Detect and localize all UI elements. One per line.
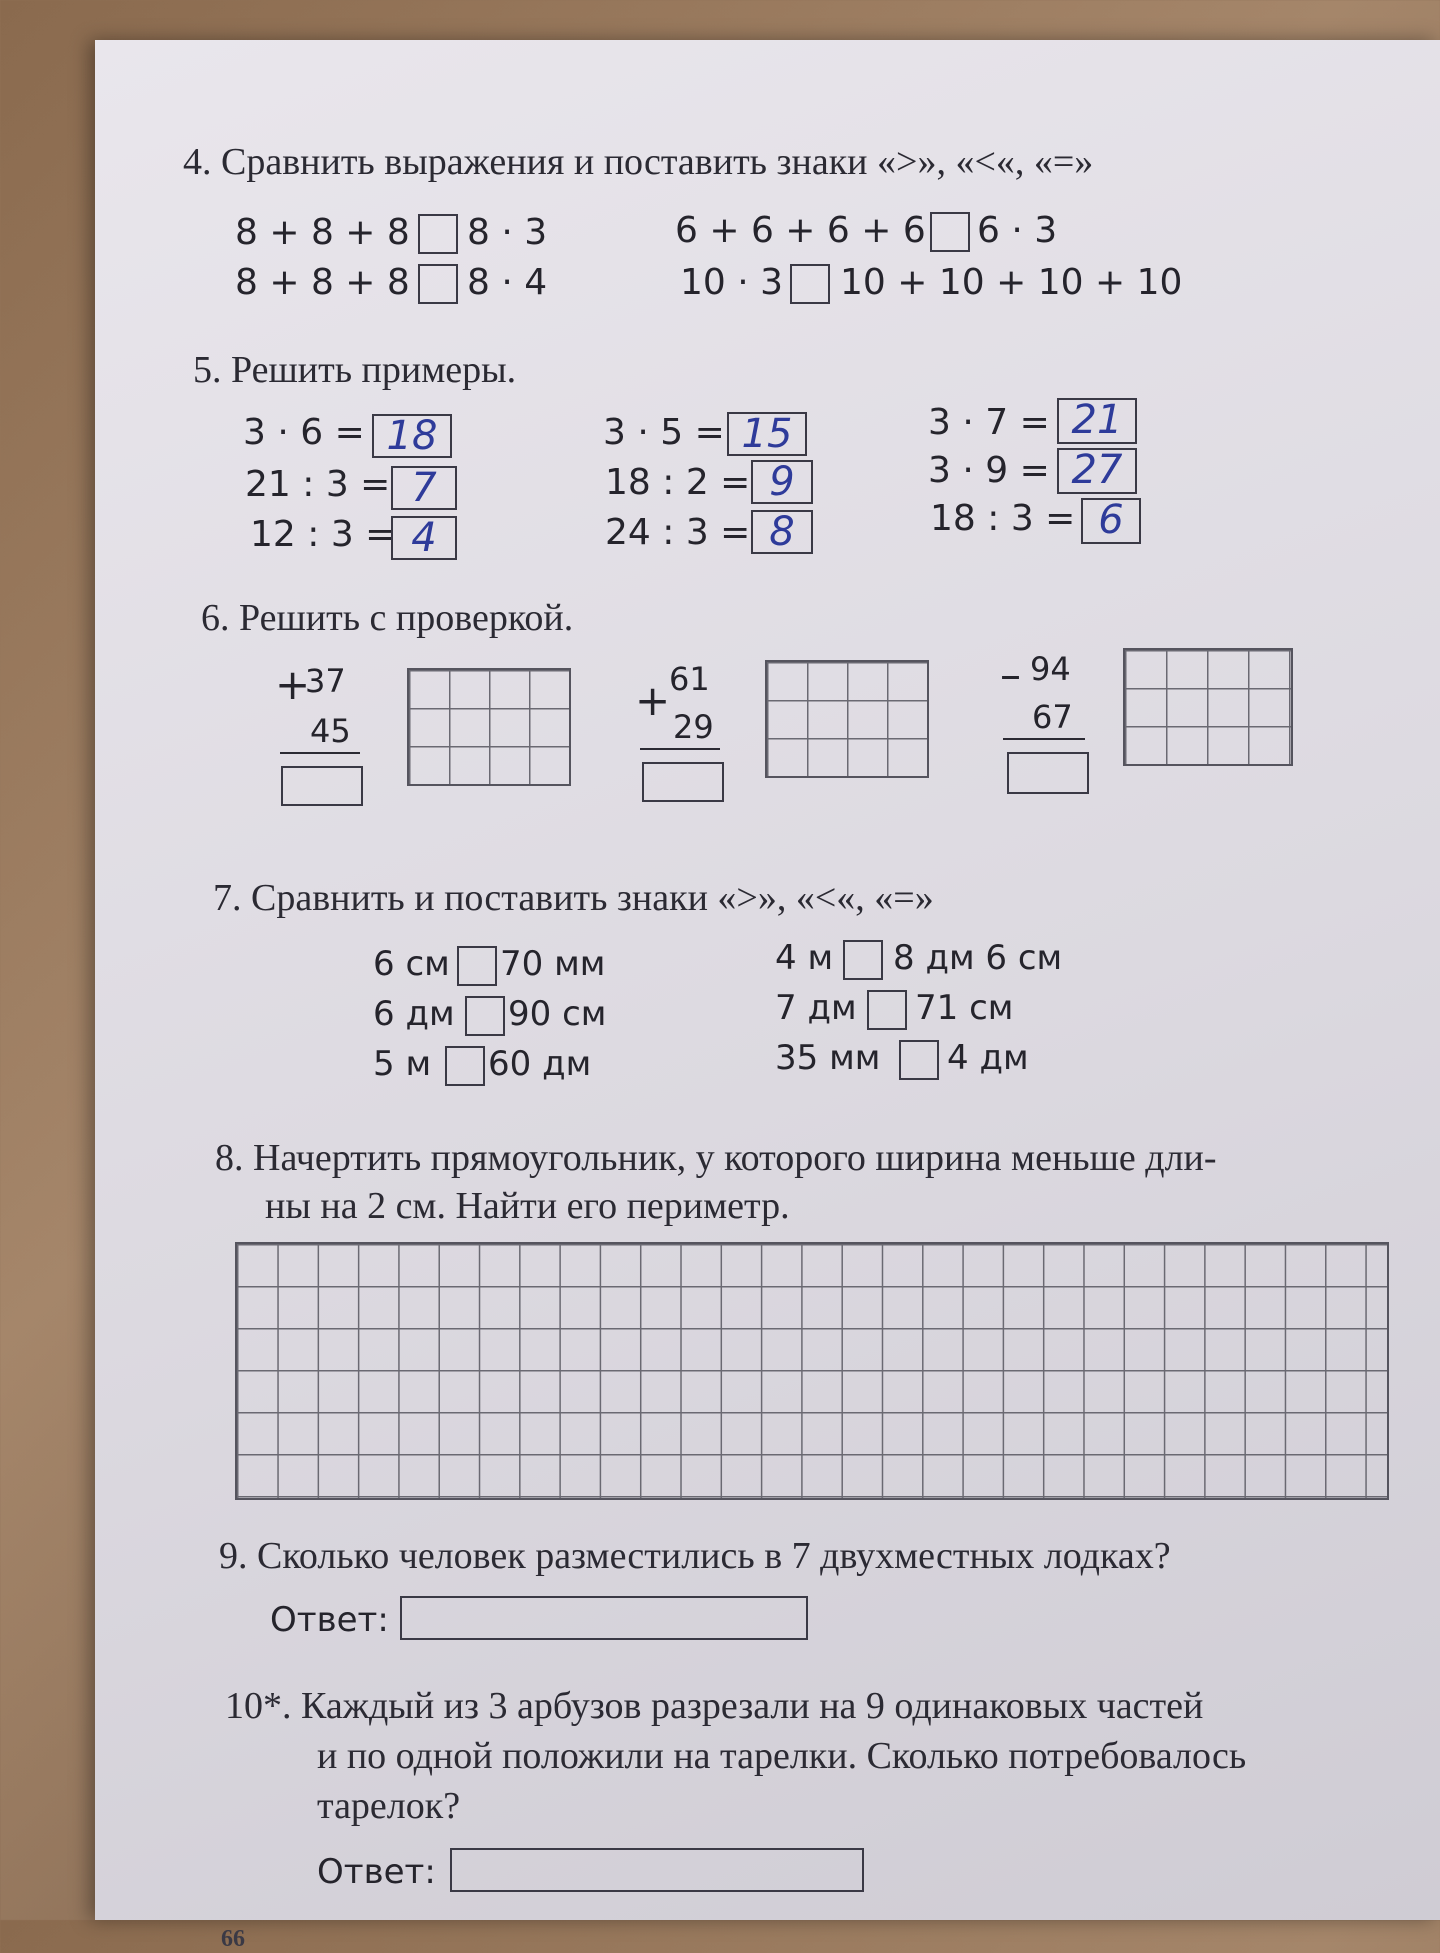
- task6-operand-top: 61: [669, 660, 710, 698]
- task7-compare-box[interactable]: [899, 1040, 939, 1080]
- task5-answer-box[interactable]: 18: [372, 414, 452, 458]
- task7-value-right: 70 мм: [500, 944, 606, 984]
- task7-value-right: 60 дм: [488, 1044, 592, 1084]
- task7-title: 7. Сравнить и поставить знаки «>», «<«, «=»: [213, 877, 934, 919]
- task4-expr-left: 6 + 6 + 6 + 6: [675, 210, 926, 251]
- task5-expr: 24 : 3 =: [605, 512, 751, 553]
- task5-answer-box[interactable]: 27: [1057, 448, 1137, 494]
- task7-compare-box[interactable]: [457, 946, 497, 986]
- task7-value-right: 4 дм: [947, 1038, 1029, 1078]
- task6-title: 6. Решить с проверкой.: [201, 597, 574, 639]
- task7-value-right: 71 см: [915, 988, 1014, 1028]
- task7-value-left: 5 м: [373, 1044, 432, 1084]
- task7-value-left: 4 м: [775, 938, 834, 978]
- task5-title: 5. Решить примеры.: [193, 349, 517, 391]
- task5-answer-box[interactable]: 6: [1081, 498, 1141, 544]
- task5-expr: 12 : 3 =: [250, 514, 396, 555]
- task8-title-line1: 8. Начертить прямоугольник, у которого ширина меньше дли-: [215, 1137, 1217, 1179]
- task4-expr-right: 8 · 3: [467, 212, 548, 253]
- task6-check-grid[interactable]: [407, 668, 571, 786]
- task5-expr: 18 : 3 =: [930, 498, 1076, 539]
- task6-operand-bottom: 67: [1032, 698, 1073, 736]
- task4-compare-box[interactable]: [790, 264, 830, 304]
- task5-expr: 3 · 9 =: [928, 450, 1050, 491]
- task5-answer-box[interactable]: 7: [391, 466, 457, 510]
- task10-answer-field[interactable]: [450, 1848, 864, 1892]
- task9-answer-label: Ответ:: [270, 1600, 389, 1640]
- task5-expr: 21 : 3 =: [245, 464, 391, 505]
- task4-expr-right: 10 + 10 + 10 + 10: [840, 262, 1183, 303]
- task8-title-line2: ны на 2 см. Найти его периметр.: [265, 1185, 790, 1227]
- task6-result-box[interactable]: [1007, 752, 1089, 794]
- task6-operator: –: [1000, 650, 1021, 699]
- task4-expr-left: 8 + 8 + 8: [235, 212, 410, 253]
- task5-expr: 18 : 2 =: [605, 462, 751, 503]
- task4-title: 4. Сравнить выражения и поставить знаки «>», «<«, «=»: [183, 141, 1094, 183]
- task7-compare-box[interactable]: [445, 1046, 485, 1086]
- task7-compare-box[interactable]: [465, 996, 505, 1036]
- task10-title-line2: и по одной положили на тарелки. Сколько потребовалось: [317, 1735, 1247, 1777]
- task5-answer-box[interactable]: 21: [1057, 398, 1137, 444]
- task10-title-line1: 10*. Каждый из 3 арбузов разрезали на 9 одинаковых частей: [225, 1685, 1204, 1727]
- task7-compare-box[interactable]: [867, 990, 907, 1030]
- task7-value-right: 8 дм 6 см: [893, 938, 1063, 978]
- task9-title: 9. Сколько человек разместились в 7 двухместных лодках?: [219, 1535, 1171, 1577]
- task7-value-right: 90 см: [508, 994, 607, 1034]
- task6-difference-line: [1003, 738, 1085, 740]
- task6-operand-bottom: 45: [310, 712, 351, 750]
- task4-expr-left: 10 · 3: [680, 262, 784, 303]
- task5-answer-box[interactable]: 4: [391, 516, 457, 560]
- task6-check-grid[interactable]: [765, 660, 929, 778]
- task6-operand-bottom: 29: [673, 708, 714, 746]
- task6-operator: +: [275, 660, 311, 709]
- task5-expr: 3 · 6 =: [243, 412, 365, 453]
- task4-compare-box[interactable]: [418, 264, 458, 304]
- task6-result-box[interactable]: [281, 766, 363, 806]
- task7-compare-box[interactable]: [843, 940, 883, 980]
- task7-value-left: 7 дм: [775, 988, 857, 1028]
- task6-sum-line: [280, 752, 360, 754]
- task4-expr-right: 8 · 4: [467, 262, 548, 303]
- task4-expr-left: 8 + 8 + 8: [235, 262, 410, 303]
- task5-answer-box[interactable]: 9: [751, 460, 813, 504]
- task6-result-box[interactable]: [642, 762, 724, 802]
- task10-title-line3: тарелок?: [317, 1785, 461, 1827]
- task4-compare-box[interactable]: [418, 214, 458, 254]
- task10-answer-label: Ответ:: [317, 1852, 436, 1892]
- task6-sum-line: [640, 748, 720, 750]
- task5-expr: 3 · 5 =: [603, 412, 725, 453]
- task7-value-left: 6 дм: [373, 994, 455, 1034]
- task5-expr: 3 · 7 =: [928, 402, 1050, 443]
- task4-compare-box[interactable]: [930, 212, 970, 252]
- task5-answer-box[interactable]: 15: [727, 412, 807, 456]
- task6-operand-top: 94: [1030, 650, 1071, 688]
- task7-value-left: 6 см: [373, 944, 450, 984]
- task7-value-left: 35 мм: [775, 1038, 881, 1078]
- task5-answer-box[interactable]: 8: [751, 510, 813, 554]
- task4-expr-right: 6 · 3: [977, 210, 1058, 251]
- task6-check-grid[interactable]: [1123, 648, 1293, 766]
- task6-operator: +: [635, 676, 671, 725]
- task6-operand-top: 37: [305, 662, 346, 700]
- task8-drawing-grid[interactable]: [235, 1242, 1389, 1500]
- task9-answer-field[interactable]: [400, 1596, 808, 1640]
- page-number: 66: [221, 1926, 245, 1952]
- worksheet-page: [95, 40, 1440, 1952]
